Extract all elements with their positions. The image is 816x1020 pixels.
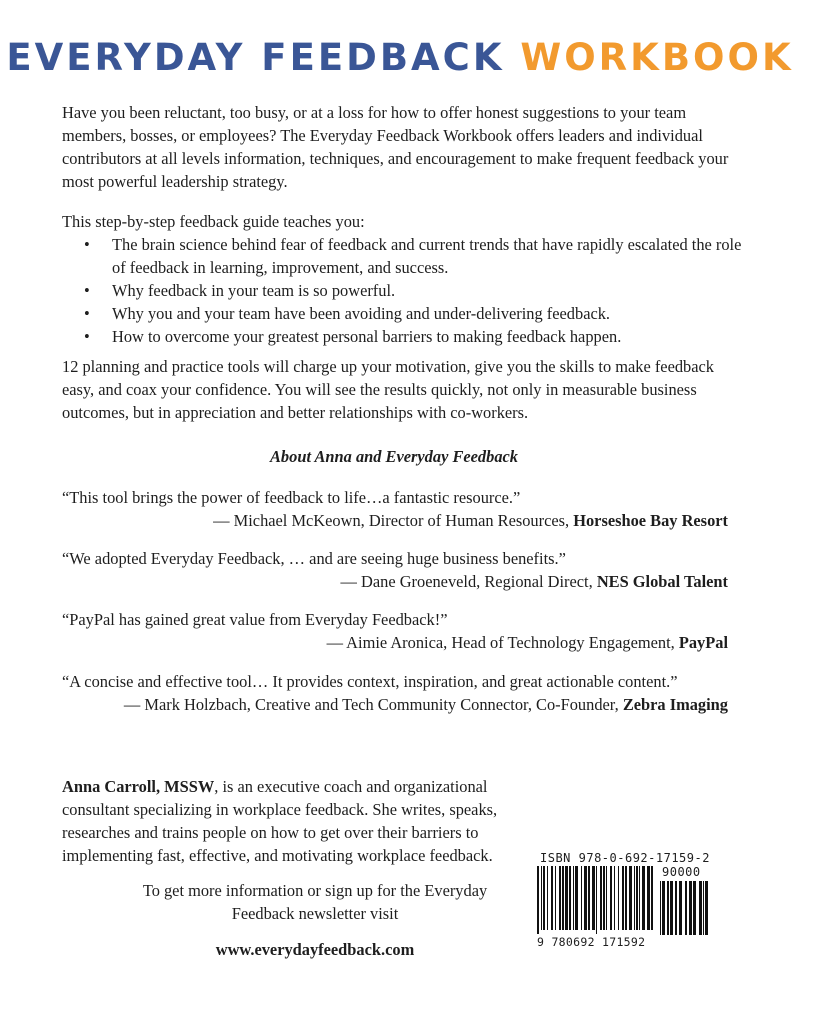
testimonial-org: Zebra Imaging: [622, 695, 728, 714]
barcode-bar: [584, 866, 587, 930]
barcode-digits: 9 780692 171592: [537, 935, 646, 949]
barcode-bar: [670, 881, 673, 935]
title-everyday-feedback: EVERYDAY FEEDBACK: [6, 36, 505, 79]
bullet-item: • Why you and your team have been avoiding and under-delivering feedback.: [112, 302, 742, 325]
barcode-bar: [551, 866, 553, 930]
barcode-bar: [614, 866, 615, 930]
author-name: Anna Carroll, MSSW: [62, 777, 215, 796]
testimonial-org: PayPal: [678, 633, 728, 652]
barcode-bar: [693, 881, 696, 935]
barcode-bar: [634, 866, 635, 930]
isbn-barcode: [529, 851, 734, 965]
bullet-item: • How to overcome your greatest personal barriers to making feedback happen.: [112, 325, 742, 348]
barcode-bar: [537, 866, 539, 934]
testimonial-text: “PayPal has gained great value from Everyday Feedback!”: [62, 610, 448, 629]
newsletter-cta: To get more information or sign up for the Everyday Feedback newsletter visit: [142, 881, 488, 923]
barcode-bar: [651, 866, 653, 930]
testimonial-attribution: — Michael McKeown, Director of Human Resources, Horseshoe Bay Resort: [213, 511, 728, 530]
bullet-list: [62, 233, 742, 348]
barcode-bar: [569, 866, 571, 930]
bullet-item: • The brain science behind fear of feedback and current trends that have rapidly escalated the role of feedback in learning, improvement, and success.: [112, 233, 742, 279]
barcode-bar: [588, 866, 590, 930]
barcode-bar: [543, 866, 545, 930]
barcode-bar: [555, 866, 556, 930]
barcode-bar: [581, 866, 582, 930]
about-heading: About Anna and Everyday Feedback: [270, 447, 518, 466]
barcode-bars: [537, 866, 657, 934]
guide-intro: This step-by-step feedback guide teaches you:: [62, 212, 365, 231]
barcode-addon-bars: [660, 881, 708, 935]
barcode-bar: [642, 866, 645, 930]
isbn-text: ISBN 978-0-692-17159-2: [540, 851, 710, 865]
barcode-bar: [705, 881, 708, 935]
barcode-bar: [559, 866, 561, 930]
barcode-bar: [629, 866, 632, 930]
testimonial-attribution: — Dane Groeneveld, Regional Direct, NES Global Talent: [340, 572, 728, 591]
barcode-bar: [575, 866, 578, 930]
barcode-bar: [660, 881, 661, 935]
testimonial-org: Horseshoe Bay Resort: [573, 511, 728, 530]
barcode-bar: [592, 866, 595, 930]
barcode-bar: [647, 866, 650, 930]
barcode-bar: [610, 866, 612, 930]
barcode-bar: [565, 866, 568, 930]
tools-paragraph: 12 planning and practice tools will charge up your motivation, give you the skills to make feedback easy, and coax your confidence. You will see the results quickly, not only in measurable business outcomes, but in appreciation and better relationships with co-workers.: [62, 357, 714, 422]
barcode-bar: [679, 881, 682, 935]
barcode-bar: [685, 881, 687, 935]
testimonial: [62, 670, 728, 716]
barcode-bar: [622, 866, 624, 930]
barcode-bar: [639, 866, 640, 930]
barcode-bar: [603, 866, 605, 930]
barcode-bar: [606, 866, 607, 930]
barcode-bar: [675, 881, 677, 935]
bullet-item: • Why feedback in your team is so powerful.: [112, 279, 742, 302]
testimonial-text: “We adopted Everyday Feedback, … and are seeing huge business benefits.”: [62, 549, 566, 568]
title-workbook: WORKBOOK: [520, 36, 794, 79]
author-bio-text: , is an executive coach and organizational consultant specializing in workplace feedback. She writes, speaks, researches and trains people on how to get over their barriers to implementing fast, effective, and motivating workplace feedback.: [62, 777, 498, 865]
barcode-bar: [562, 866, 564, 930]
barcode-bar: [689, 881, 692, 935]
barcode-bar: [573, 866, 574, 930]
testimonial-attribution: — Mark Holzbach, Creative and Tech Community Connector, Co-Founder, Zebra Imaging: [123, 695, 728, 714]
barcode-bar: [636, 866, 638, 930]
barcode-bar: [541, 866, 542, 930]
barcode-bar: [596, 866, 597, 934]
book-title: [0, 34, 800, 82]
testimonial: [62, 608, 728, 654]
barcode-bar: [625, 866, 627, 930]
testimonial: [62, 486, 728, 532]
intro-paragraph: Have you been reluctant, too busy, or at a loss for how to offer honest suggestions to your team members, bosses, or employees? The Everyday Feedback Workbook offers leaders and individual contributors at all levels information, techniques, and encouragement to make frequent feedback your most powerful leadership strategy.: [62, 103, 729, 191]
barcode-bar: [662, 881, 665, 935]
testimonial-text: “A concise and effective tool… It provides context, inspiration, and great actionable content.”: [62, 672, 678, 691]
barcode-bar: [699, 881, 702, 935]
barcode-bar: [618, 866, 619, 930]
barcode-bar: [547, 866, 548, 930]
website-url[interactable]: www.everydayfeedback.com: [215, 940, 415, 959]
barcode-bar: [600, 866, 602, 930]
barcode-bar: [703, 881, 704, 935]
author-bio: [62, 775, 502, 867]
testimonial: [62, 547, 728, 593]
testimonial-org: NES Global Talent: [596, 572, 728, 591]
price-code: 90000: [662, 865, 701, 879]
guide-section: [62, 210, 742, 348]
testimonial-text: “This tool brings the power of feedback to life…a fantastic resource.”: [62, 488, 521, 507]
barcode-bar: [667, 881, 669, 935]
testimonial-attribution: — Aimie Aronica, Head of Technology Engagement, PayPal: [326, 633, 728, 652]
